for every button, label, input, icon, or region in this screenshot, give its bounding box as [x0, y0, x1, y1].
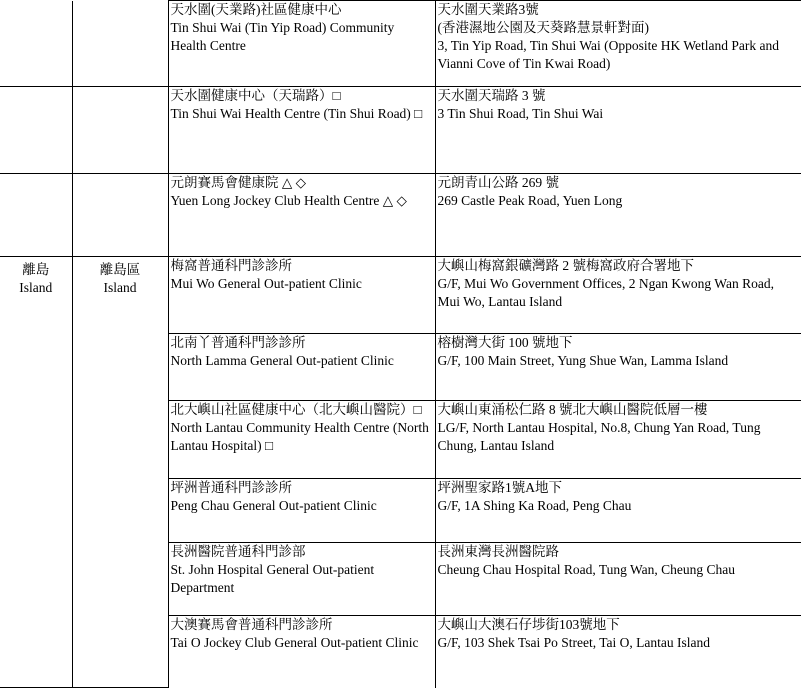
clinic-name-cell: [168, 616, 435, 688]
clinic-address-zh: 榕樹灣大街 100 號地下: [437, 335, 573, 350]
district-cell: [72, 1, 168, 87]
clinic-name-en: Yuen Long Jockey Club Health Centre △ ◇: [170, 193, 407, 208]
district-cell: [72, 87, 168, 174]
region-cell: [0, 87, 72, 174]
clinic-address-zh: 天水圍天瑞路 3 號: [437, 88, 546, 103]
clinic-address-zh: 大嶼山東涌松仁路 8 號北大嶼山醫院低層一樓: [437, 402, 708, 417]
clinic-name-zh: 天水圍(天業路)社區健康中心: [170, 2, 342, 17]
clinic-address-en: G/F, 1A Shing Ka Road, Peng Chau: [437, 498, 632, 513]
clinic-name-cell: [168, 1, 435, 87]
clinic-address-cell: [435, 87, 801, 174]
clinic-address-en: 3, Tin Yip Road, Tin Shui Wai (Opposite HK Wetland Park and Vianni Cove of Tin Kwai Road): [437, 38, 783, 71]
clinic-address-en: LG/F, North Lantau Hospital, No.8, Chung Yan Road, Tung Chung, Lantau Island: [437, 420, 764, 453]
clinic-name-zh: 元朗賽馬會健康院 △ ◇: [170, 175, 307, 190]
clinic-address-cell: [435, 479, 801, 543]
region-cell: [0, 1, 72, 87]
clinic-address-zh: 大嶼山大澳石仔埗街103號地下: [437, 617, 620, 632]
clinic-address-zh: 坪洲聖家路1號A地下: [437, 480, 562, 495]
region-zh: 離島: [22, 262, 50, 277]
clinic-name-cell: [168, 401, 435, 479]
clinic-name-en: St. John Hospital General Out-patient Department: [170, 562, 378, 595]
clinic-address-zh: 大嶼山梅窩銀礦灣路 2 號梅窩政府合署地下: [437, 258, 694, 273]
district-zh: 離島區: [99, 262, 141, 277]
clinic-address-en: G/F, 103 Shek Tsai Po Street, Tai O, Lantau Island: [437, 635, 711, 650]
clinic-name-en: North Lamma General Out-patient Clinic: [170, 353, 394, 368]
clinic-address-en: G/F, Mui Wo Government Offices, 2 Ngan Kwong Wan Road, Mui Wo, Lantau Island: [437, 276, 778, 309]
clinic-address-zh: 長洲東灣長洲醫院路: [437, 544, 559, 559]
clinic-name-zh: 北大嶼山社區健康中心（北大嶼山醫院）□: [170, 402, 422, 417]
clinic-address-cell: [435, 257, 801, 334]
clinic-address-zh: 元朗青山公路 269 號: [437, 175, 559, 190]
clinic-name-zh: 長洲醫院普通科門診部: [170, 544, 306, 559]
clinic-name-en: Peng Chau General Out-patient Clinic: [170, 498, 377, 513]
clinic-name-en: Tin Shui Wai Health Centre (Tin Shui Road) □: [170, 106, 423, 121]
clinic-address-en: Cheung Chau Hospital Road, Tung Wan, Cheung Chau: [437, 562, 736, 577]
clinic-name-cell: [168, 87, 435, 174]
clinic-address-en: 269 Castle Peak Road, Yuen Long: [437, 193, 623, 208]
clinic-name-cell: [168, 479, 435, 543]
table-row: [0, 1, 801, 87]
clinic-name-zh: 坪洲普通科門診診所: [170, 480, 292, 495]
table-row: [0, 87, 801, 174]
region-cell: [0, 257, 72, 688]
clinic-name-zh: 天水圍健康中心（天瑞路）□: [170, 88, 341, 103]
clinic-name-cell: [168, 174, 435, 257]
clinic-address-cell: [435, 1, 801, 87]
clinic-name-en: North Lantau Community Health Centre (North Lantau Hospital) □: [170, 420, 433, 453]
region-en: Island: [19, 280, 53, 295]
clinic-name-cell: [168, 543, 435, 616]
clinic-name-en: Mui Wo General Out-patient Clinic: [170, 276, 362, 291]
table-row: [0, 257, 801, 334]
clinic-name-zh: 北南丫普通科門診診所: [170, 335, 306, 350]
clinic-name-zh: 大澳賽馬會普通科門診診所: [170, 617, 333, 632]
clinic-name-en: Tin Shui Wai (Tin Yip Road) Community Health Centre: [170, 20, 398, 53]
table-row: [0, 174, 801, 257]
clinic-name-en: Tai O Jockey Club General Out-patient Clinic: [170, 635, 419, 650]
clinic-address-cell: [435, 174, 801, 257]
clinic-address-cell: [435, 543, 801, 616]
clinic-address-cell: [435, 401, 801, 479]
clinic-name-cell: [168, 257, 435, 334]
clinic-address-en: 3 Tin Shui Road, Tin Shui Wai: [437, 106, 604, 121]
clinic-name-cell: [168, 334, 435, 401]
district-cell: [72, 257, 168, 688]
clinic-address-cell: [435, 616, 801, 688]
district-cell: [72, 174, 168, 257]
clinic-name-zh: 梅窩普通科門診診所: [170, 258, 292, 273]
clinic-address-cell: [435, 334, 801, 401]
clinic-address-en: G/F, 100 Main Street, Yung Shue Wan, Lamma Island: [437, 353, 729, 368]
region-cell: [0, 174, 72, 257]
district-en: Island: [103, 280, 137, 295]
clinic-address-zh: 天水圍天業路3號 (香港濕地公園及天葵路慧景軒對面): [437, 2, 649, 35]
